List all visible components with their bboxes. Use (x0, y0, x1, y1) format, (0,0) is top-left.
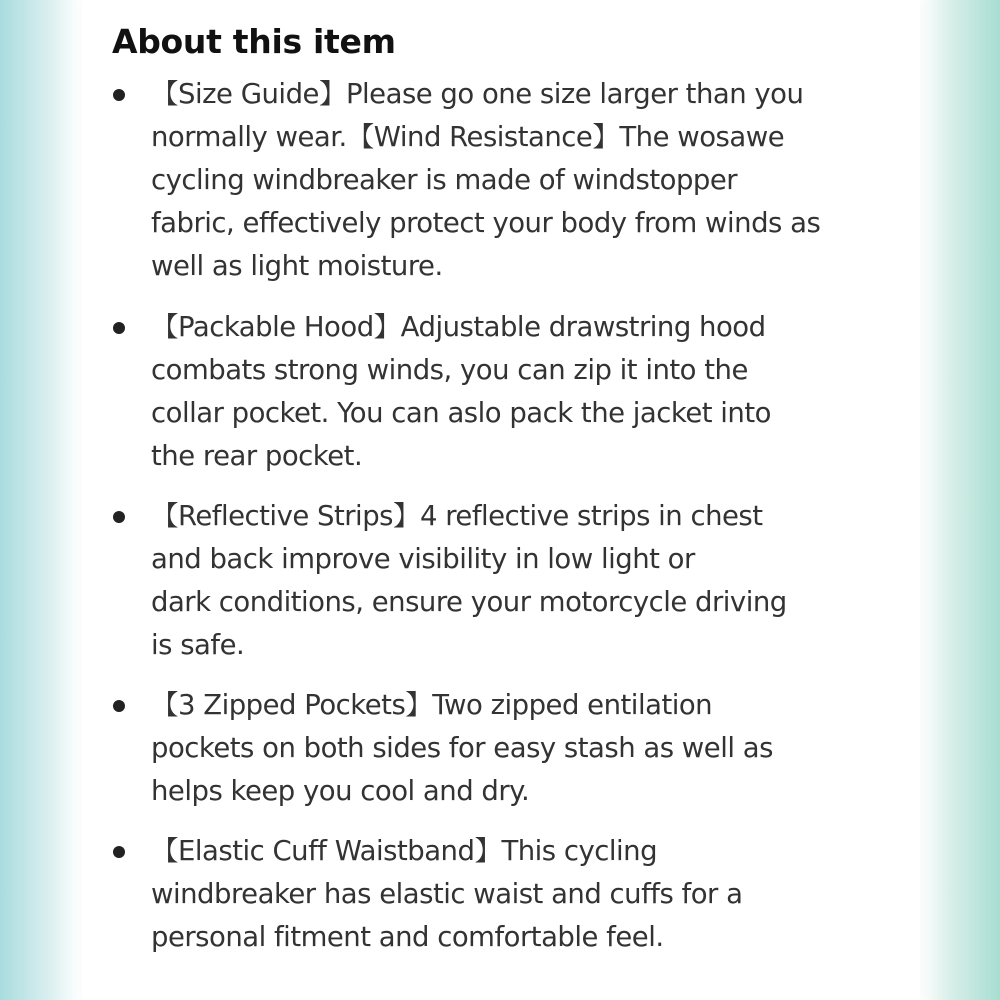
bullet-dot-icon (113, 89, 125, 101)
section-heading: About this item (112, 22, 396, 61)
bullet-dot-icon (113, 846, 125, 858)
bullet-text: 【Size Guide】Please go one size larger than you normally wear.【Wind Resistance】The wosawe cycling windbreaker is made of windstopper fabric, effectively protect your body from winds as well as light moisture. (151, 78, 821, 282)
bullet-dot-icon (113, 511, 125, 523)
bullet-text: 【Packable Hood】Adjustable drawstring hood combats strong winds, you can zip it into the collar pocket. You can aslo pack the jacket into the rear pocket. (151, 311, 771, 472)
bullet-dot-icon (113, 700, 125, 712)
bullet-text: 【Elastic Cuff Waistband】This cycling windbreaker has elastic waist and cuffs for a personal fitment and comfortable feel. (151, 835, 743, 953)
bullet-text: 【Reflective Strips】4 reflective strips in chest and back improve visibility in low light or dark conditions, ensure your motorcycle driving is safe. (151, 500, 787, 661)
bullet-text: 【3 Zipped Pockets】Two zipped entilation pockets on both sides for easy stash as well as helps keep you cool and dry. (151, 689, 773, 807)
bullet-dot-icon (113, 322, 125, 334)
